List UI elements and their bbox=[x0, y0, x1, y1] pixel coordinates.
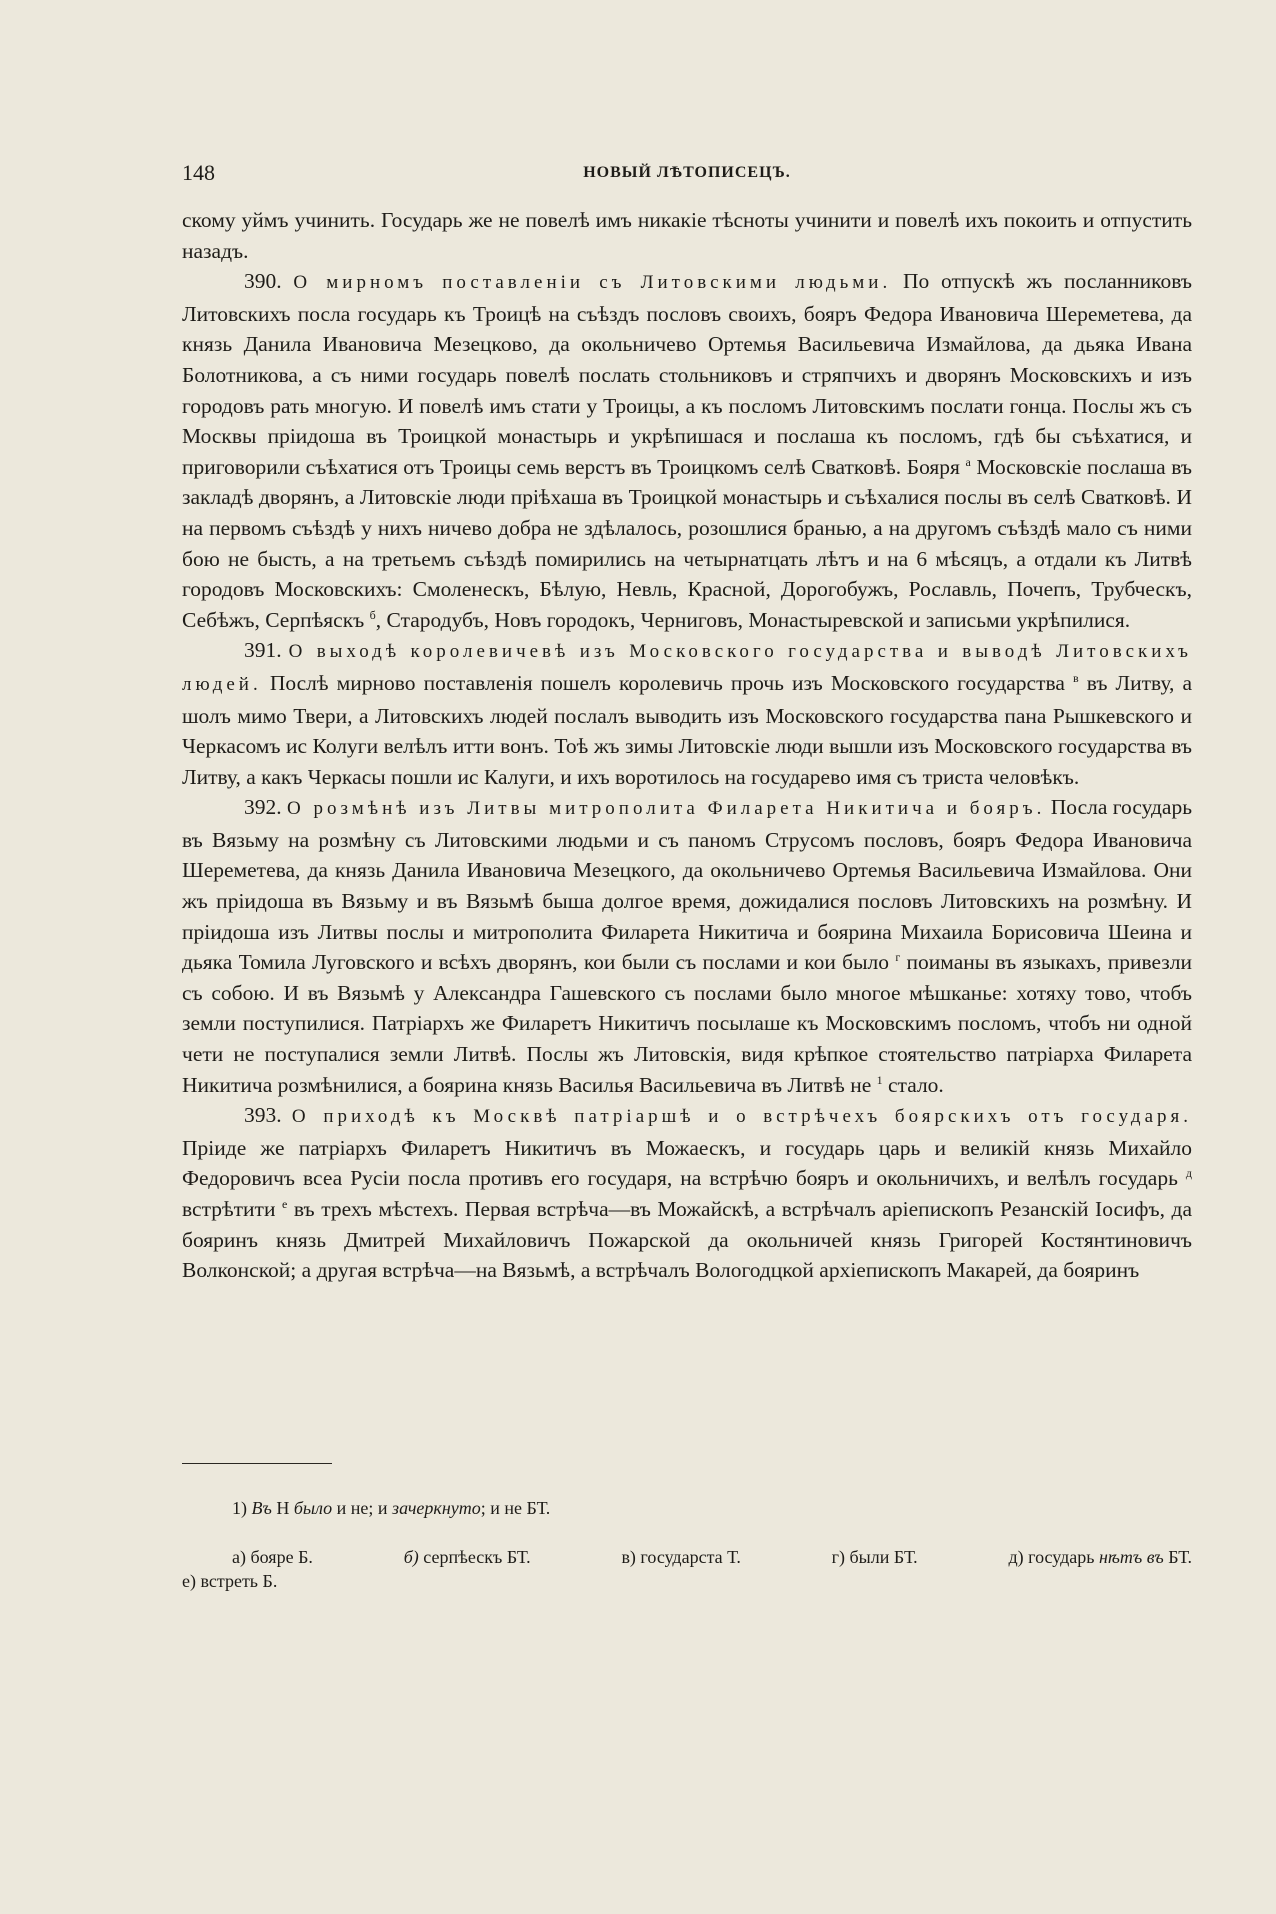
variant-a: а) бояре Б. bbox=[232, 1547, 313, 1567]
variant-b: б) серпѣескъ БТ. bbox=[403, 1547, 531, 1567]
variant-mark: в bbox=[1073, 670, 1079, 685]
variant-d: д) государь нѣтъ въ БТ. bbox=[1008, 1547, 1192, 1567]
paragraph-number: 391. bbox=[244, 638, 282, 663]
paragraph-number: 392. bbox=[244, 795, 282, 820]
variant-v: в) государста Т. bbox=[621, 1547, 741, 1567]
variant-g: г) были БТ. bbox=[831, 1547, 918, 1567]
footnote-divider bbox=[182, 1463, 332, 1464]
paragraph-390: 390. О мирномъ поставленіи съ Литовскими людьми. По отпускѣ жъ посланниковъ Литовскихъ посла государь къ Троицѣ на съѣздъ пословъ своихъ, бояръ Федора Ивановича Шереметева, да князь Данила Ивановича Мезецково, да окольничево Ортемья Васильевича Измайлова, да дьяка Ивана Болотникова, а съ ними государь повелѣ послать стольниковъ и стряпчихъ и дворянъ Московскихъ и изъ городовъ рать многую. И повелѣ имъ стати у Троицы, а къ посломъ Литовскимъ послати гонца. Послы жъ съ Москвы пріидоша въ Троицкой монастырь и укрѣпишася и послаша къ посломъ, гдѣ бы съѣхатися, и приговорили съѣхатися отъ Троицы семь верстъ въ Троицкомъ селѣ Сватковѣ. Бояря $^а$ Московскіе послаша въ закладѣ дворянъ, а Литовскіе люди пріѣхаша въ Троицкой монастырь и съѣхалися послы въ селѣ Сватковѣ. И на первомъ съѣздѣ у нихъ ничево добра не здѣлалось, розошлися бранью, а на другомъ съѣздѣ мало съ ними бою не бысть, а на третьемъ съѣздѣ помирились на четырнатцать лѣтъ и на 6 мѣсяцъ, а отдали къ Литвѣ городовъ Московскихъ: Смоленескъ, Бѣлую, Невль, Красной, Дорогобужъ, Рославль, Почепъ, Трубческъ, Себѣжъ, Серпѣяскъ $^б$, Стародубъ, Новъ городокъ, Черниговъ, Монастыревской и записьми укрѣпилися. bbox=[182, 269, 1193, 632]
paragraph-391: 391. О выходѣ королевичевѣ изъ Московского государства и выводѣ Литовскихъ людей. Послѣ мирново поставленія пошелъ королевичь прочь изъ Московского государства $^в$ въ Литву, а шолъ мимо Твери, а Литовскихъ людей послалъ выводить изъ Московского государства пана Рышкевского и Черкасомъ ис Колуги велѣлъ итти вонъ. Тоѣ жъ зимы Литовскіе люди вышли изъ Московского государства въ Литву, а какъ Черкасы пошли ис Калуги, и ихъ воротилось на государево имя съ триста человѣкъ. bbox=[182, 638, 1193, 789]
paragraph-title: О розмѣнѣ изъ Литвы митрополита Филарета Никитича и бояръ. bbox=[287, 798, 1046, 820]
paragraph-title: О приходѣ къ Москвѣ патріаршѣ и о встрѣчехъ боярскихъ отъ государя. bbox=[291, 1106, 1192, 1128]
paragraph-393: 393. О приходѣ къ Москвѣ патріаршѣ и о встрѣчехъ боярскихъ отъ государя. Пріиде же патріархъ Филаретъ Никитичъ въ Можаескъ, и государь царь и великій князь Михайло Федоровичъ всеа Русіи посла противъ его государя, на встрѣчю бояръ и окольничихъ, и велѣлъ государь $^д$ встрѣтити $^е$ въ трехъ мѣстехъ. Первая встрѣча—въ Можайскѣ, а встрѣчалъ аріепископъ Резанскій Іосифъ, да бояринъ князь Дмитрей Михайловичъ Пожарской да окольничей князь Григорей Костянтиновичъ Волконской; а другая встрѣча—на Вязьмѣ, а встрѣчалъ Вологодцкой архіепископъ Макарей, да бояринъ bbox=[182, 1103, 1193, 1283]
paragraph-number: 393. bbox=[244, 1103, 282, 1128]
body-text bbox=[182, 205, 1192, 1286]
footnote-1: 1) Въ Н было и не; и зачеркнуто; и не БТ. bbox=[232, 1498, 551, 1518]
page-number: 148 bbox=[182, 160, 215, 185]
paragraph-title: О мирномъ поставленіи съ Литовскими людьми. bbox=[293, 272, 892, 294]
page-header bbox=[182, 160, 1192, 192]
variant-mark: е bbox=[282, 1196, 288, 1211]
variant-mark: д bbox=[1185, 1166, 1193, 1181]
variant-row bbox=[182, 1545, 1192, 1569]
variant-mark: г bbox=[895, 950, 901, 965]
paragraph-continuation: скому уймъ учинить. Государь же не повелѣ имъ никакіе тѣсноты учинити и повелѣ ихъ покоить и отпустить назадъ. bbox=[182, 208, 1192, 263]
paragraph-number: 390. bbox=[244, 269, 282, 294]
paragraph-title: О выходѣ королевичевѣ изъ Московского государства и выводѣ Литовскихъ людей. bbox=[182, 641, 1192, 695]
footnote-mark: 1 bbox=[876, 1072, 883, 1087]
variant-mark: а bbox=[965, 454, 971, 469]
paragraph-392: 392. О розмѣнѣ изъ Литвы митрополита Филарета Никитича и бояръ. Посла государь въ Вязьму на розмѣну съ Литовскими людьми и съ паномъ Струсомъ пословъ, бояръ Федора Ивановича Шереметева, да князь Данила Ивановича Мезецкого, да окольничево Ортемья Васильевича Измайлова. Они жъ пріидоша въ Вязьму и въ Вязьмѣ быша долгое время, дожидалися пословъ Литовскихъ на розмѣну. И пріидоша изъ Литвы послы и митрополита Филарета Никитича и боярина Михаила Борисовича Шеина и дьяка Томила Луговского и всѣхъ дворянъ, кои были съ послами и кои было $^г$ поиманы въ языкахъ, привезли съ собою. И въ Вязьмѣ у Александра Гашевского съ послами было многое мѣшканье: хотяху тово, чтобъ земли поступилися. Патріархъ же Филаретъ Никитичъ посылаше къ Московскимъ посломъ, чтобъ ни одной чети не поступалися земли Литвѣ. Послы жъ Литовскія, видя крѣпкое стоятельство патріарха Филарета Никитича розмѣнилися, а боярина князь Василья Васильевича въ Литвѣ не $^1$ стало. bbox=[182, 795, 1193, 1097]
variant-e: е) встреть Б. bbox=[182, 1571, 278, 1591]
running-title: НОВЫЙ ЛѢТОПИСЕЦЪ. bbox=[583, 164, 791, 181]
variant-readings bbox=[182, 1545, 1192, 1593]
variant-mark: б bbox=[369, 607, 376, 622]
